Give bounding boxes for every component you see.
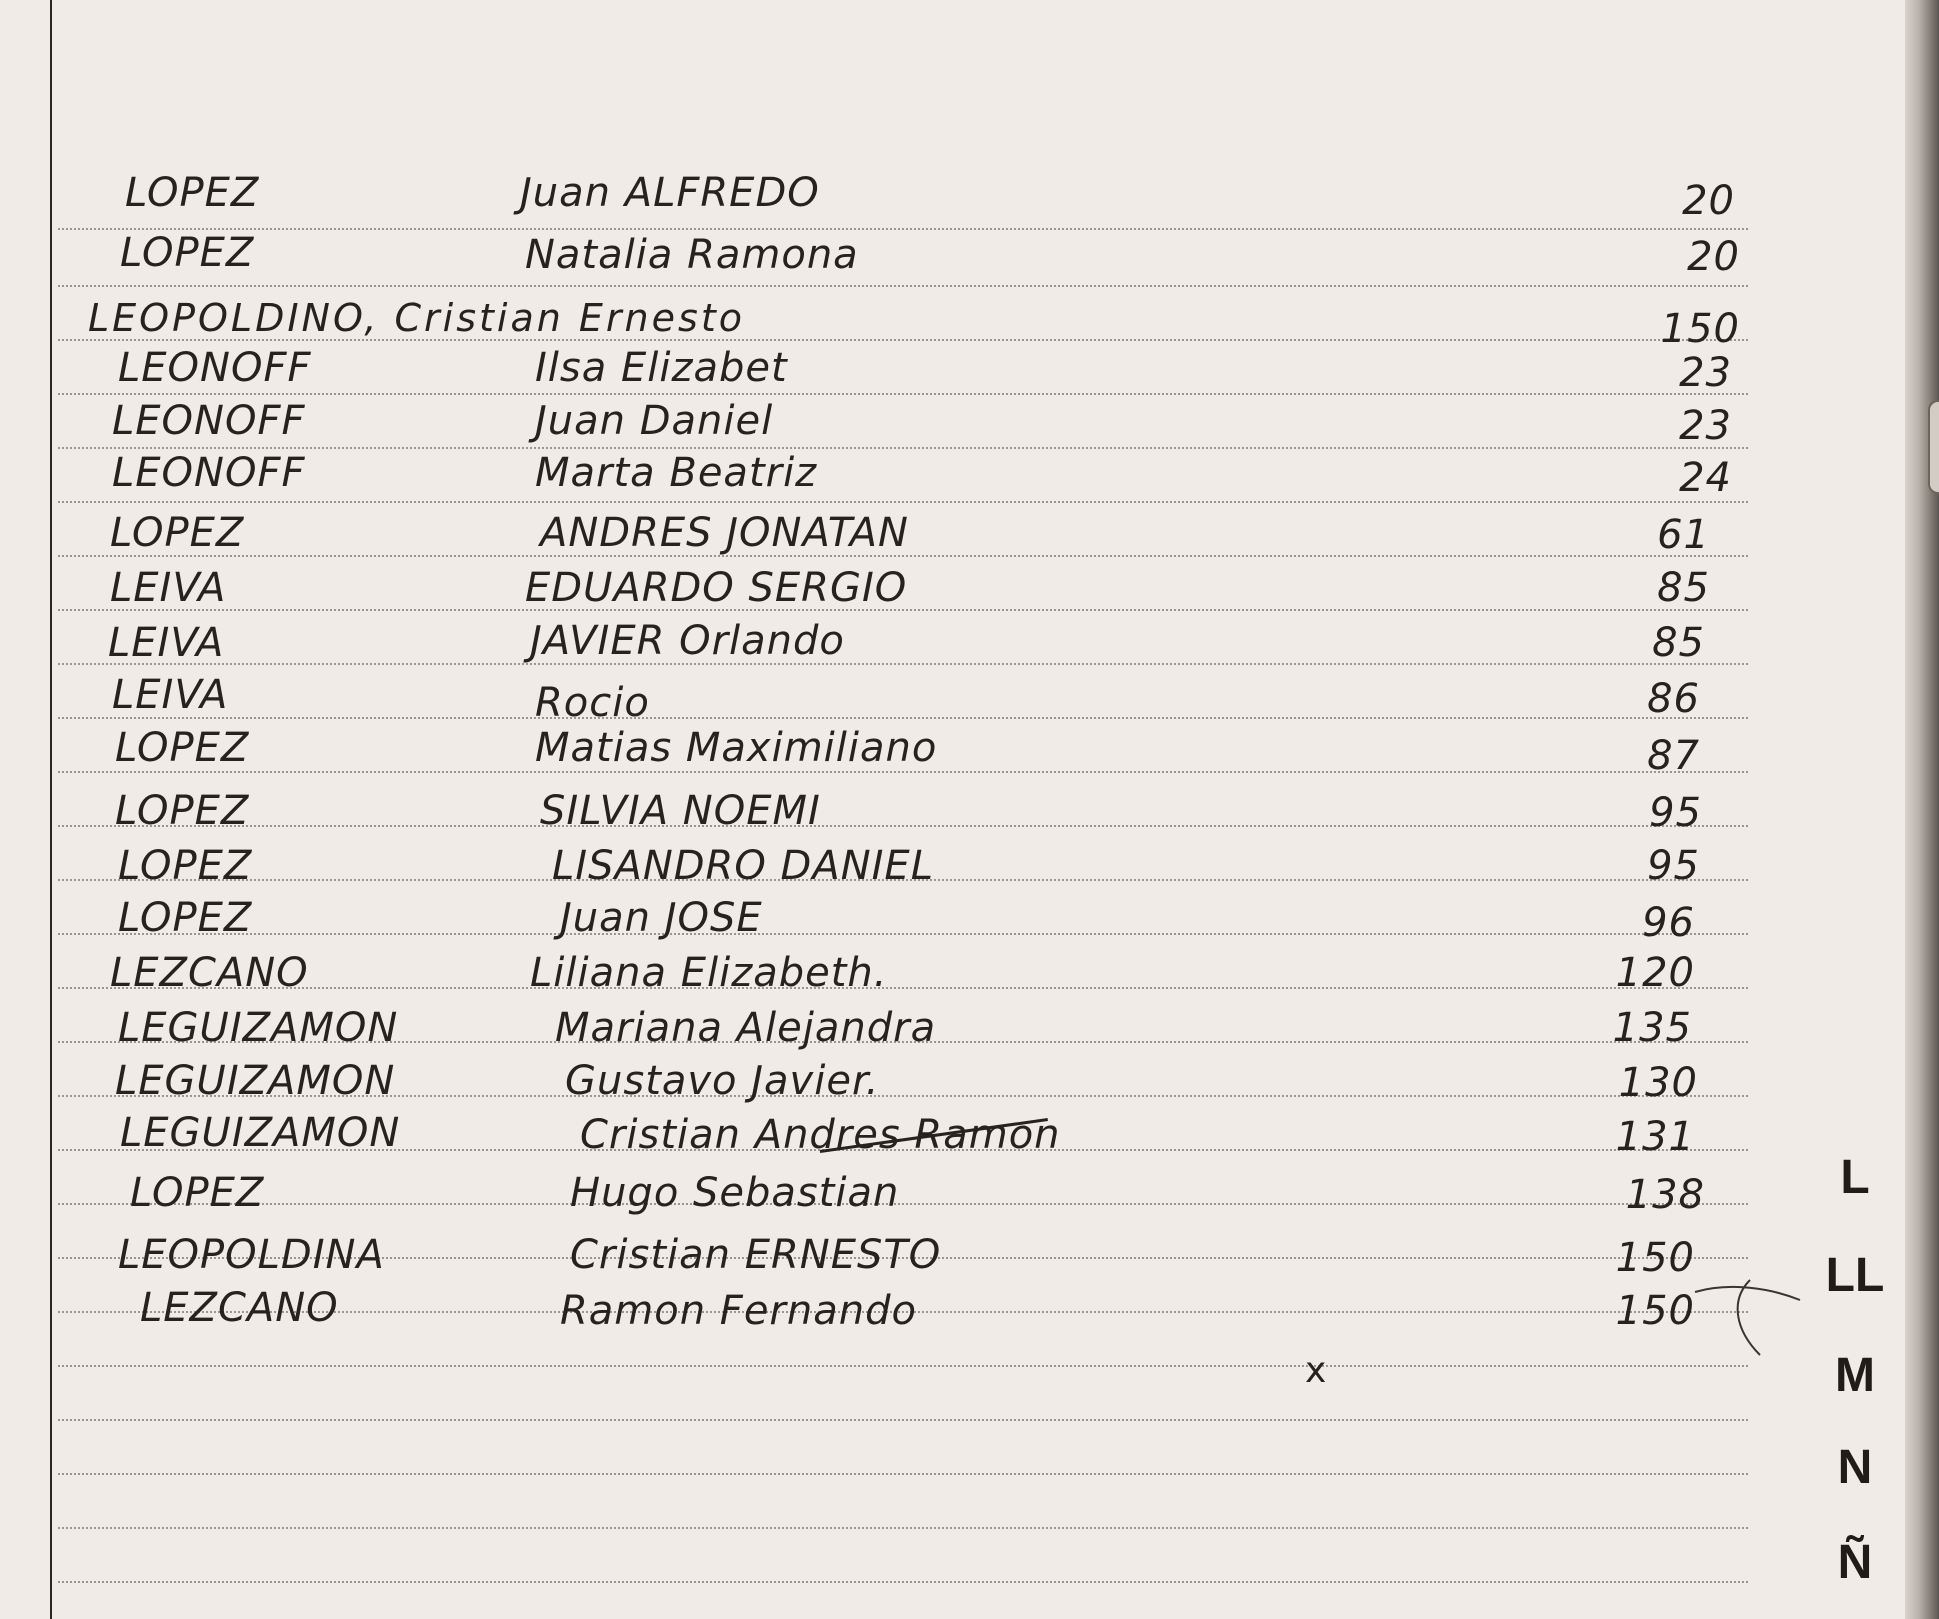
entry-given-name: Ilsa Elizabet [535,345,788,391]
entry-surname: LEONOFF [112,398,306,444]
entry-number: 86 [1647,676,1700,722]
entry-given-name: JAVIER Orlando [530,618,845,664]
entry-surname: LEONOFF [118,345,312,391]
entry-number: 87 [1647,733,1700,779]
entry-given-name: ANDRES JONATAN [540,510,909,556]
ruled-line [58,393,1748,395]
ruled-line [58,285,1748,287]
entry-number: 85 [1657,565,1710,611]
entry-surname: LEIVA [110,565,227,611]
entry-surname: LOPEZ [118,843,253,889]
entry-number: 85 [1652,620,1705,666]
pen-curve-mark [1690,1270,1810,1360]
page-edge-shadow [1905,0,1939,1619]
entry-given-name: Cristian ERNESTO [570,1232,942,1278]
index-tab-l[interactable]: L [1840,1151,1870,1204]
entry-surname: LEZCANO [110,950,309,996]
entry-number: 150 [1615,1288,1695,1334]
ruled-line [58,1203,1748,1205]
entry-surname: LOPEZ [125,170,260,216]
entry-surname: LEOPOLDINA [118,1232,385,1278]
entry-number: 20 [1682,178,1735,224]
entry-given-name: Mariana Alejandra [555,1005,937,1051]
ruled-line [58,501,1748,503]
ruled-line [58,771,1748,773]
entry-given-name: Cristian Andres Ramon [580,1112,1061,1158]
ruled-line [58,228,1748,230]
index-tab-n[interactable]: N [1837,1441,1873,1494]
entry-number: 61 [1657,512,1710,558]
entry-surname: LOPEZ [130,1170,265,1216]
entry-given-name: Liliana Elizabeth. [530,950,888,996]
entry-surname: LEGUIZAMON [115,1058,396,1104]
entry-surname: LOPEZ [115,725,250,771]
tab-edge [1928,400,1939,494]
index-tab-ll[interactable]: LL [1825,1249,1885,1302]
entry-number: 138 [1625,1172,1705,1218]
entry-given-name: Matias Maximiliano [535,725,938,771]
entry-surname: LOPEZ [118,895,253,941]
entry-surname: LEGUIZAMON [118,1005,399,1051]
ruled-line [58,1473,1748,1475]
entry-given-name: LISANDRO DANIEL [552,843,934,889]
ruled-line [58,825,1748,827]
ruled-line [58,1365,1748,1367]
index-tab-enye[interactable]: Ñ [1837,1536,1873,1589]
entry-number: 20 [1687,234,1740,280]
entry-given-name: Marta Beatriz [535,450,818,496]
entry-surname: LEGUIZAMON [120,1110,401,1156]
entry-number: 120 [1615,950,1695,996]
entry-number: 95 [1647,843,1700,889]
entry-given-name: SILVIA NOEMI [540,788,821,834]
entry-surname: LEIVA [112,672,229,718]
entry-number: 150 [1615,1235,1695,1281]
entry-full-name: LEOPOLDINO, Cristian Ernesto [88,296,745,340]
entry-number: 95 [1649,790,1702,836]
entry-given-name: Hugo Sebastian [570,1170,900,1216]
entry-number: 23 [1679,350,1732,396]
entry-given-name: Gustavo Javier. [565,1058,880,1104]
entry-number: 130 [1618,1060,1698,1106]
x-mark: x [1305,1350,1327,1391]
entry-surname: LOPEZ [120,230,255,276]
entry-number: 24 [1679,455,1732,501]
entry-number: 96 [1642,900,1695,946]
entry-given-name: Rocio [535,680,650,726]
ruled-line [58,717,1748,719]
ruled-line [58,987,1748,989]
index-tab-m[interactable]: M [1835,1349,1875,1402]
entry-given-name: Juan JOSE [560,895,763,941]
ruled-line [58,1419,1748,1421]
ruled-line [58,663,1748,665]
entry-surname: LEONOFF [112,450,306,496]
entry-given-name: EDUARDO SERGIO [525,565,908,611]
entry-number: 150 [1660,306,1740,352]
entry-surname: LOPEZ [110,510,245,556]
entry-given-name: Juan Daniel [535,398,774,444]
entry-given-name: Ramon Fernando [560,1288,917,1334]
ruled-line [58,1581,1748,1583]
entry-number: 135 [1612,1005,1692,1051]
entry-surname: LEZCANO [140,1285,339,1331]
margin-line [50,0,52,1619]
ruled-line [58,447,1748,449]
entry-surname: LOPEZ [115,788,250,834]
entry-number: 131 [1615,1114,1695,1160]
entry-given-name: Juan ALFREDO [520,170,820,216]
ruled-line [58,1527,1748,1529]
entry-given-name: Natalia Ramona [525,232,859,278]
entry-surname: LEIVA [108,620,225,666]
ruled-line [58,933,1748,935]
entry-number: 23 [1679,403,1732,449]
